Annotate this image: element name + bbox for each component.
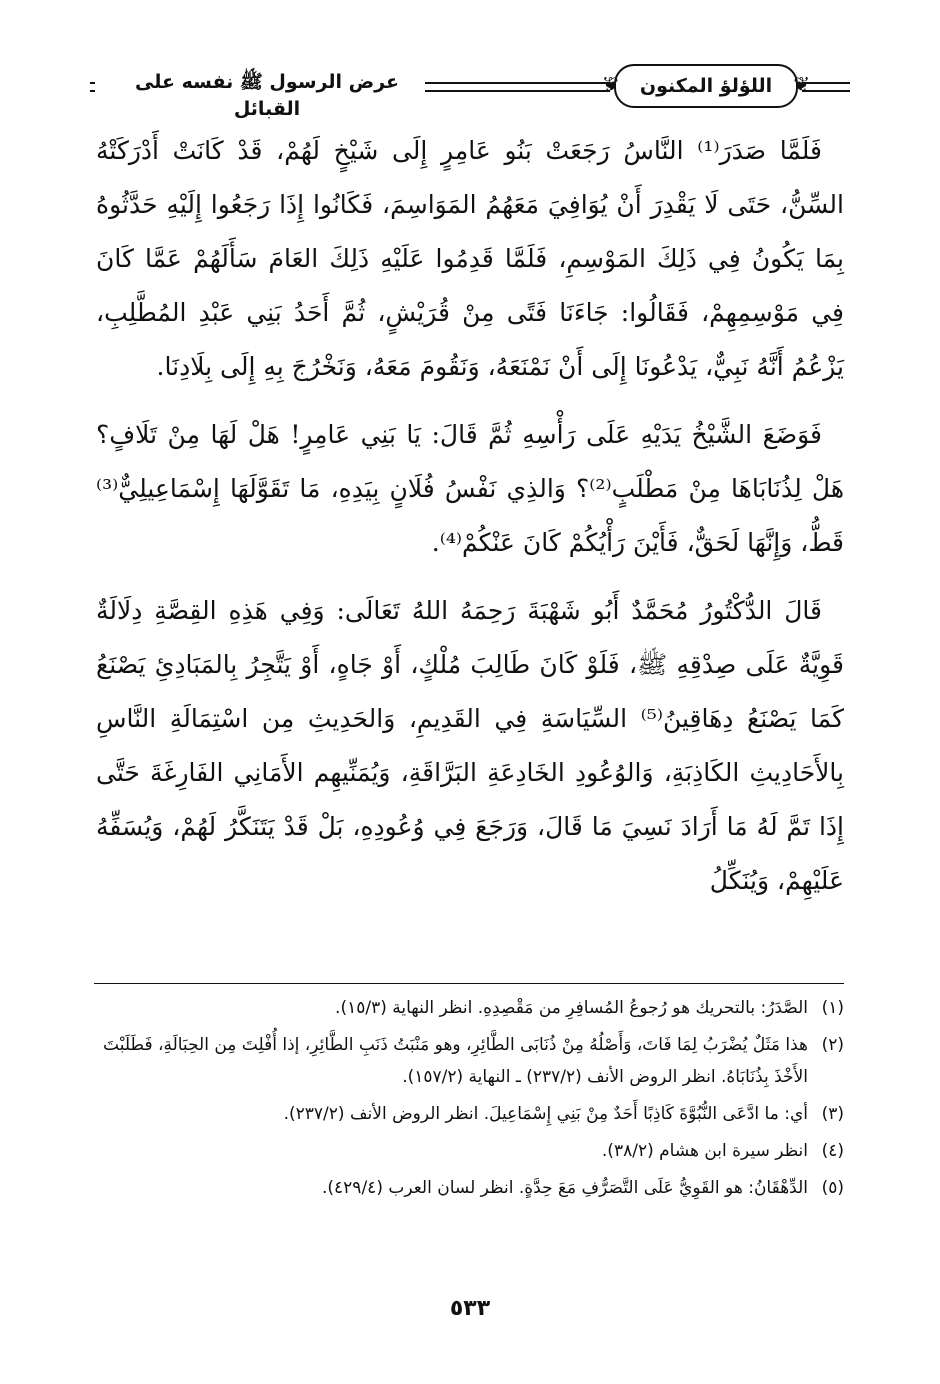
footnote-text: انظر سيرة ابن هشام (٣٨/٢). [601,1141,808,1161]
footnote [94,1135,844,1167]
footnote-text: الصَّدَرُ: بالتحريك هو رُجوعُ المُسافِرِ من مَقْصِدِهِ. انظر النهاية (١٥/٣). [335,998,808,1018]
paragraph [96,584,844,908]
chapter-title: عرض الرسول ﷺ نفسه على القبائل [135,71,399,120]
header-rule-left [90,82,95,92]
footnote-text: هذا مَثَلٌ يُضْرَبُ لِمَا فَاتَ، وَأَصْلُهُ مِنْ ذُنَابَى الطَّائِرِ، وهو مَنْبَتُ ذَنَبِ الطَّائِرِ، إذا أُفْلِتَ مِن الحِبَالَةِ، فَطَلَبْتَ الأَخْذَ بِذُنَابَاهُ. انظر الروض الأنف (٢٣٧/٢) ـ النهاية (١٥٧/٢). [103,1035,808,1087]
header-rule-middle [425,82,610,92]
footnote-number: (١) [821,998,844,1018]
footnote-number: (٥) [821,1178,844,1198]
paragraph-text: فَلَمَّا صَدَرَ⁽¹⁾ النَّاسُ رَجَعَتْ بَنُو عَامِرٍ إِلَى شَيْخٍ لَهُمْ، قَدْ كَانَتْ أَدْرَكَتْهُ السِّنُّ، حَتَى لَا يَقْدِرَ أَنْ يُوَافِيَ مَعَهُمُ المَوَاسِمَ، فَكَانُوا إِذَا رَجَعُوا إِلَيْهِ حَدَّثُوهُ بِمَا يَكُونُ فِي ذَلِكَ المَوْسِمِ، فَلَمَّا قَدِمُوا عَلَيْهِ ذَلِكَ العَامَ سَأَلَهُمْ عَمَّا كَانَ فِي مَوْسِمِهِمْ، فَقَالُوا: جَاءَنَا فَتًى مِنْ قُرَيْشٍ، ثُمَّ أَحَدُ بَنِي عَبْدِ المُطَّلِبِ، يَزْعُمُ أَنَّهُ نَبِيٌّ، يَدْعُونَا إِلَى أَنْ نَمْنَعَهُ، وَنَقُومَ مَعَهُ، وَنَخْرُجَ بِهِ إِلَى بِلَادِنَا. [96,136,844,381]
page-number: ٥٣٣ [449,1296,491,1321]
paragraph-text: قَالَ الدُّكْتُورُ مُحَمَّدٌ أَبُو شَهْبَةَ رَحِمَهُ اللهُ تَعَالَى: وَفِي هَذِهِ القِصَّةِ دِلَالَةٌ قَوِيَّةٌ عَلَى صِدْقِهِ ﷺ، فَلَوْ كَانَ طَالِبَ مُلْكٍ، أَوْ جَاهٍ، أَوْ يَتَّجِرُ بِالمَبَادِئِ يَصْنَعُ كَمَا يَصْنَعُ دِهَاقِينُ⁽⁵⁾ السِّيَاسَةِ فِي القَدِيمِ، وَالحَدِيثِ مِن اسْتِمَالَةِ النَّاسِ بِالأَحَادِيثِ الكَاذِبَةِ، وَالوُعُودِ الخَادِعَةِ البَرَّاقَةِ، وَيُمَنِّيهِم الأَمَانِي الفَارِغَةَ حَتَّى إِذَا تَمَّ لَهُ مَا أَرَادَ نَسِيَ مَا قَالَ، وَرَجَعَ فِي وُعُودِهِ، بَلْ قَدْ يَتَنَكَّرُ لَهُمْ، وَيُسَفِّهُ عَلَيْهِمْ، وَيُنَكِّلُ [96,596,844,895]
paragraph [96,408,844,570]
footnote-number: (٣) [821,1104,844,1124]
footnote [94,1172,844,1204]
footnote-number: (٤) [821,1141,844,1161]
main-text [96,124,844,908]
footnotes [94,992,844,1209]
footnote-number: (٢) [821,1035,844,1055]
footnote-text: أي: ما ادَّعَى النُّبُوَّةَ كَاذِبًا أَحَدٌ مِنْ بَنِي إِسْمَاعِيلَ. انظر الروض الأنف (٢٣٧/٢). [283,1104,808,1124]
book-title: ❦ اللؤلؤ المكنون ❦ [614,64,798,108]
footnote [94,992,844,1024]
paragraph-text: فَوَضَعَ الشَّيْخُ يَدَيْهِ عَلَى رَأْسِهِ ثُمَّ قَالَ: يَا بَنِي عَامِرٍ! هَلْ لَهَا مِنْ تَلَافٍ؟ هَلْ لِذُنَابَاهَا مِنْ مَطْلَبٍ⁽²⁾؟ وَالذِي نَفْسُ فُلَانٍ بِيَدِهِ، مَا تَقَوَّلَهَا إِسْمَاعِيلِيٌّ⁽³⁾ قَطُّ، وَإِنَّهَا لَحَقٌّ، فَأَيْنَ رَأْيُكُمْ كَانَ عَنْكُمْ⁽⁴⁾. [96,420,844,557]
footnote [94,1098,844,1130]
footnote [94,1029,844,1093]
footnote-text: الدِّهْقَانُ: هو القَوِيُّ عَلَى التَّصَرُّفِ مَعَ حِدَّةٍ. انظر لسان العرب (٤٢٩/٤). [322,1178,808,1198]
footnote-separator [94,983,844,984]
paragraph [96,124,844,394]
running-header [90,62,850,120]
